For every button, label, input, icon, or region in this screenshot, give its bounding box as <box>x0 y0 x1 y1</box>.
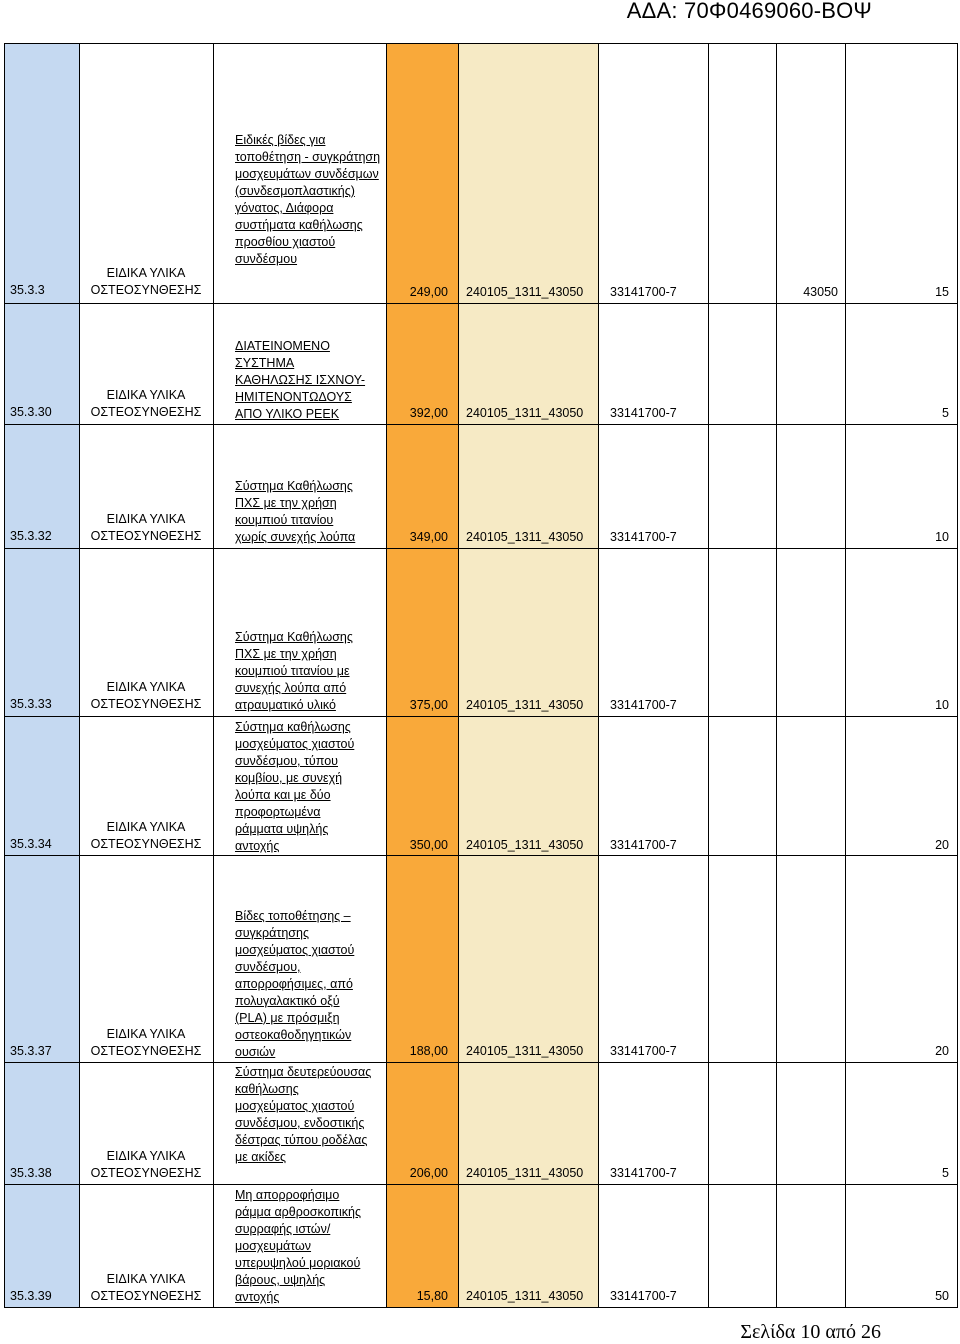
col-line <box>79 43 80 1308</box>
row-line <box>4 716 957 717</box>
item-qty: 10 <box>935 698 949 712</box>
item-code: 35.3.30 <box>10 405 52 419</box>
item-price: 349,00 <box>409 530 448 544</box>
item-description: Σύστημα Καθήλωσης ΠΧΣ με την χρήση κουμπιού τιτανίου χωρίς συνεχής λούπα <box>235 479 356 544</box>
item-qty: 5 <box>942 1166 949 1180</box>
item-price: 375,00 <box>409 698 448 712</box>
col-line <box>386 43 387 1308</box>
col-line <box>598 43 599 1308</box>
item-ref: 240105_1311_43050 <box>466 1289 584 1303</box>
page-number: Σελίδα 10 από 26 <box>740 1321 881 1343</box>
item-cpv: 33141700-7 <box>610 1289 677 1303</box>
item-description: ΔΙΑΤΕΙΝΟΜΕΝΟ ΣΥΣΤΗΜΑ ΚΑΘΗΛΩΣΗΣ ΙΣΧΝΟΥ-ΗΜΙΤΕΝΟΝΤΩΔΟΥΣ ΑΠΟ ΥΛΙΚΟ PEEK <box>235 339 366 421</box>
item-price: 188,00 <box>409 1044 448 1058</box>
item-category: ΕΙΔΙΚΑ ΥΛΙΚΑ ΟΣΤΕΟΣΥΝΘΕΣΗΣ <box>90 1149 202 1180</box>
row-line <box>4 303 957 304</box>
item-category: ΕΙΔΙΚΑ ΥΛΙΚΑ ΟΣΤΕΟΣΥΝΘΕΣΗΣ <box>90 680 202 711</box>
row-line <box>4 548 957 549</box>
col-line <box>213 43 214 1308</box>
item-qty: 10 <box>935 530 949 544</box>
item-cpv: 33141700-7 <box>610 530 677 544</box>
item-category: ΕΙΔΙΚΑ ΥΛΙΚΑ ΟΣΤΕΟΣΥΝΘΕΣΗΣ <box>90 1027 202 1058</box>
row-line <box>4 1184 957 1185</box>
col-line <box>845 43 846 1308</box>
row-line <box>4 855 957 856</box>
item-cpv: 33141700-7 <box>610 698 677 712</box>
item-cpv: 33141700-7 <box>610 838 677 852</box>
item-ref: 240105_1311_43050 <box>466 838 584 852</box>
col-line <box>776 43 777 1308</box>
row-line <box>4 1307 957 1308</box>
item-ref: 240105_1311_43050 <box>466 530 584 544</box>
item-code: 35.3.38 <box>10 1166 52 1180</box>
item-description: Σύστημα δευτερεύουσας καθήλωσης μοσχεύματος χιαστού συνδέσμου, ενδοστικής δέστρας τύπου ροδέλας με ακίδες <box>235 1065 372 1164</box>
item-description: Βίδες τοποθέτησης – συγκράτησης μοσχεύματος χιαστού συνδέσμου, απορροφήσιμες, από πολυγαλακτικό οξύ (PLA) με πρόσμιξη οστεοκαθοδηγητικών ουσιών <box>235 909 355 1059</box>
item-category: ΕΙΔΙΚΑ ΥΛΙΚΑ ΟΣΤΕΟΣΥΝΘΕΣΗΣ <box>90 512 202 543</box>
item-category: ΕΙΔΙΚΑ ΥΛΙΚΑ ΟΣΤΕΟΣΥΝΘΕΣΗΣ <box>90 388 202 419</box>
item-code: 35.3.39 <box>10 1289 52 1303</box>
item-description: Μη απορροφήσιμο ράμμα αρθροσκοπικής συρραφής ιστών/μοσχευμάτων υπερυψηλού μοριακού βάρους, υψηλής αντοχής <box>235 1188 362 1304</box>
item-cpv: 33141700-7 <box>610 285 677 299</box>
col-line <box>957 43 958 1308</box>
item-price: 249,00 <box>409 285 448 299</box>
item-qty: 15 <box>935 285 949 299</box>
item-code: 35.3.37 <box>10 1044 52 1058</box>
accent-column-fill <box>386 43 458 1308</box>
item-ref: 240105_1311_43050 <box>466 406 584 420</box>
item-category: ΕΙΔΙΚΑ ΥΛΙΚΑ ΟΣΤΕΟΣΥΝΘΕΣΗΣ <box>90 820 202 851</box>
code-column-fill <box>4 43 79 1308</box>
item-description: Σύστημα Καθήλωσης ΠΧΣ με την χρήση κουμπιού τιτανίου με συνεχής λούπα από ατραυματικό υλικό <box>235 630 353 712</box>
item-qty: 5 <box>942 406 949 420</box>
item-price: 15,80 <box>416 1289 448 1303</box>
light-column-fill <box>458 43 598 1308</box>
item-cpv: 33141700-7 <box>610 1166 677 1180</box>
item-description: Σύστημα καθήλωσης μοσχεύματος χιαστού συνδέσμου, τύπου κομβίου, με συνεχή λούπα και με δύο προφορτωμένα ράμματα υψηλής αντοχής <box>235 720 355 853</box>
item-category: ΕΙΔΙΚΑ ΥΛΙΚΑ ΟΣΤΕΟΣΥΝΘΕΣΗΣ <box>90 266 202 297</box>
item-ref: 240105_1311_43050 <box>466 1044 584 1058</box>
ada-code: ΑΔΑ: 70Φ0469060-ΒΟΨ <box>626 0 872 23</box>
item-code: 35.3.3 <box>10 283 45 297</box>
row-line <box>4 43 957 44</box>
item-qty: 20 <box>935 1044 949 1058</box>
item-cpv: 33141700-7 <box>610 406 677 420</box>
col-line <box>708 43 709 1308</box>
item-code: 35.3.32 <box>10 529 52 543</box>
col-line <box>458 43 459 1308</box>
item-qty: 20 <box>935 838 949 852</box>
item-category: ΕΙΔΙΚΑ ΥΛΙΚΑ ΟΣΤΕΟΣΥΝΘΕΣΗΣ <box>90 1272 202 1303</box>
item-cpv: 33141700-7 <box>610 1044 677 1058</box>
item-description: Ειδικές βίδες για τοποθέτηση - συγκράτηση μοσχευμάτων συνδέσμων (συνδεσμοπλαστικής) γόνατος, Διάφορα συστήματα καθήλωσης προσθίου χιαστού συνδέσμου <box>235 133 381 266</box>
col-line <box>4 43 5 1308</box>
row-line <box>4 424 957 425</box>
item-price: 206,00 <box>409 1166 448 1180</box>
item-code: 35.3.33 <box>10 697 52 711</box>
item-qty: 50 <box>935 1289 949 1303</box>
item-extra: 43050 <box>803 285 838 299</box>
row-line <box>4 1062 957 1063</box>
item-ref: 240105_1311_43050 <box>466 698 584 712</box>
item-price: 392,00 <box>409 406 448 420</box>
item-ref: 240105_1311_43050 <box>466 1166 584 1180</box>
item-price: 350,00 <box>409 838 448 852</box>
item-ref: 240105_1311_43050 <box>466 285 584 299</box>
item-code: 35.3.34 <box>10 837 52 851</box>
